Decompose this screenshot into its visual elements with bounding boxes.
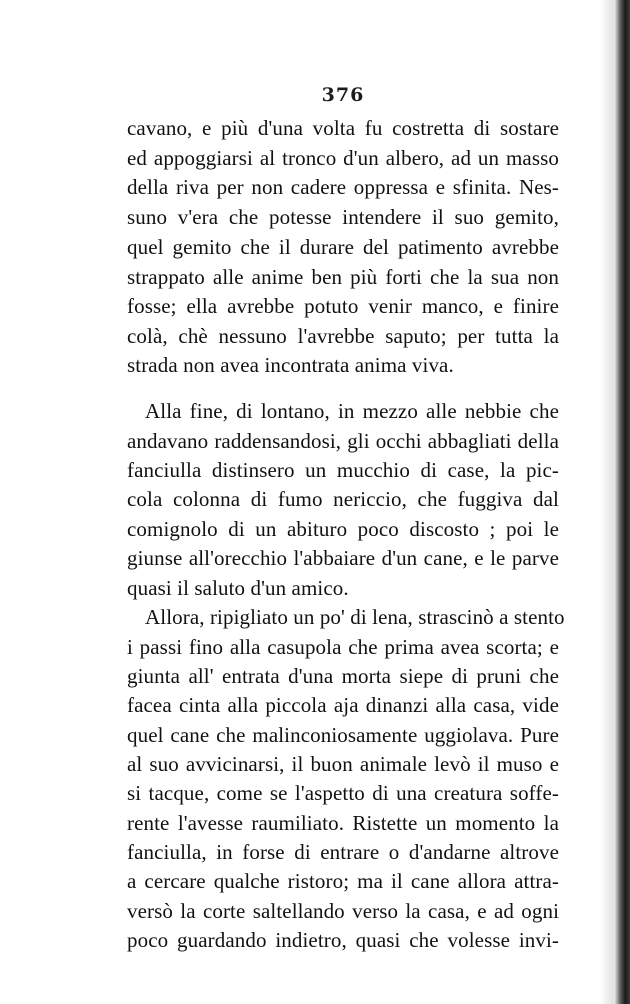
text-line: fosse; ella avrebbe potuto venir manco, e finire: [127, 294, 559, 318]
text-line: a cercare qualche ristoro; ma il cane allora attra-: [127, 869, 559, 893]
text-line: fanciulla, in forse di entrare o d'andarne altrove: [127, 840, 559, 864]
text-line: giunta all' entrata d'una morta siepe di pruni che: [127, 664, 559, 688]
text-line: rente l'avesse raumiliato. Ristette un momento la: [127, 811, 559, 835]
text-line: comignolo di un abituro poco discosto ; poi le: [127, 517, 559, 541]
text-line: facea cinta alla piccola aja dinanzi alla casa, vide: [127, 693, 559, 717]
text-line: fanciulla distinsero un mucchio di case, la pic-: [127, 458, 559, 482]
text-line: cavano, e più d'una volta fu costretta di sostare: [127, 116, 559, 140]
text-line: ed appoggiarsi al tronco d'un albero, ad un masso: [127, 146, 559, 170]
text-line: andavano raddensandosi, gli occhi abbagliati della: [127, 429, 559, 453]
page-number: 376: [321, 84, 365, 106]
text-line: giunse all'orecchio l'abbaiare d'un cane, e le parve: [127, 546, 559, 570]
text-line: Alla fine, di lontano, in mezzo alle nebbie che: [145, 399, 559, 423]
text-line: cola colonna di fumo nericcio, che fuggiva dal: [127, 487, 559, 511]
text-line: poco guardando indietro, quasi che volesse invi-: [127, 928, 559, 952]
text-line: versò la corte saltellando verso la casa, e ad ogni: [127, 899, 559, 923]
text-line: quel cane che malinconiosamente uggiolava. Pure: [127, 723, 559, 747]
text-line: quel gemito che il durare del patimento avrebbe: [127, 235, 559, 259]
text-line: strada non avea incontrata anima viva.: [127, 353, 454, 377]
text-line: si tacque, come se l'aspetto di una creatura soffe-: [127, 781, 559, 805]
text-line: strappato alle anime ben più forti che la sua non: [127, 265, 559, 289]
text-line: Allora, ripigliato un po' di lena, strascinò a stento: [145, 605, 565, 629]
text-line: della riva per non cadere oppressa e sfinita. Nes-: [127, 175, 559, 199]
text-line: al suo avvicinarsi, il buon animale levò il muso e: [127, 752, 559, 776]
text-line: quasi il saluto d'un amico.: [127, 576, 349, 600]
text-line: colà, chè nessuno l'avrebbe saputo; per tutta la: [127, 324, 559, 348]
text-line: i passi fino alla casupola che prima avea scorta; e: [127, 635, 559, 659]
text-line: suno v'era che potesse intendere il suo gemito,: [127, 205, 559, 229]
page-edge-shadow: [614, 0, 630, 1004]
